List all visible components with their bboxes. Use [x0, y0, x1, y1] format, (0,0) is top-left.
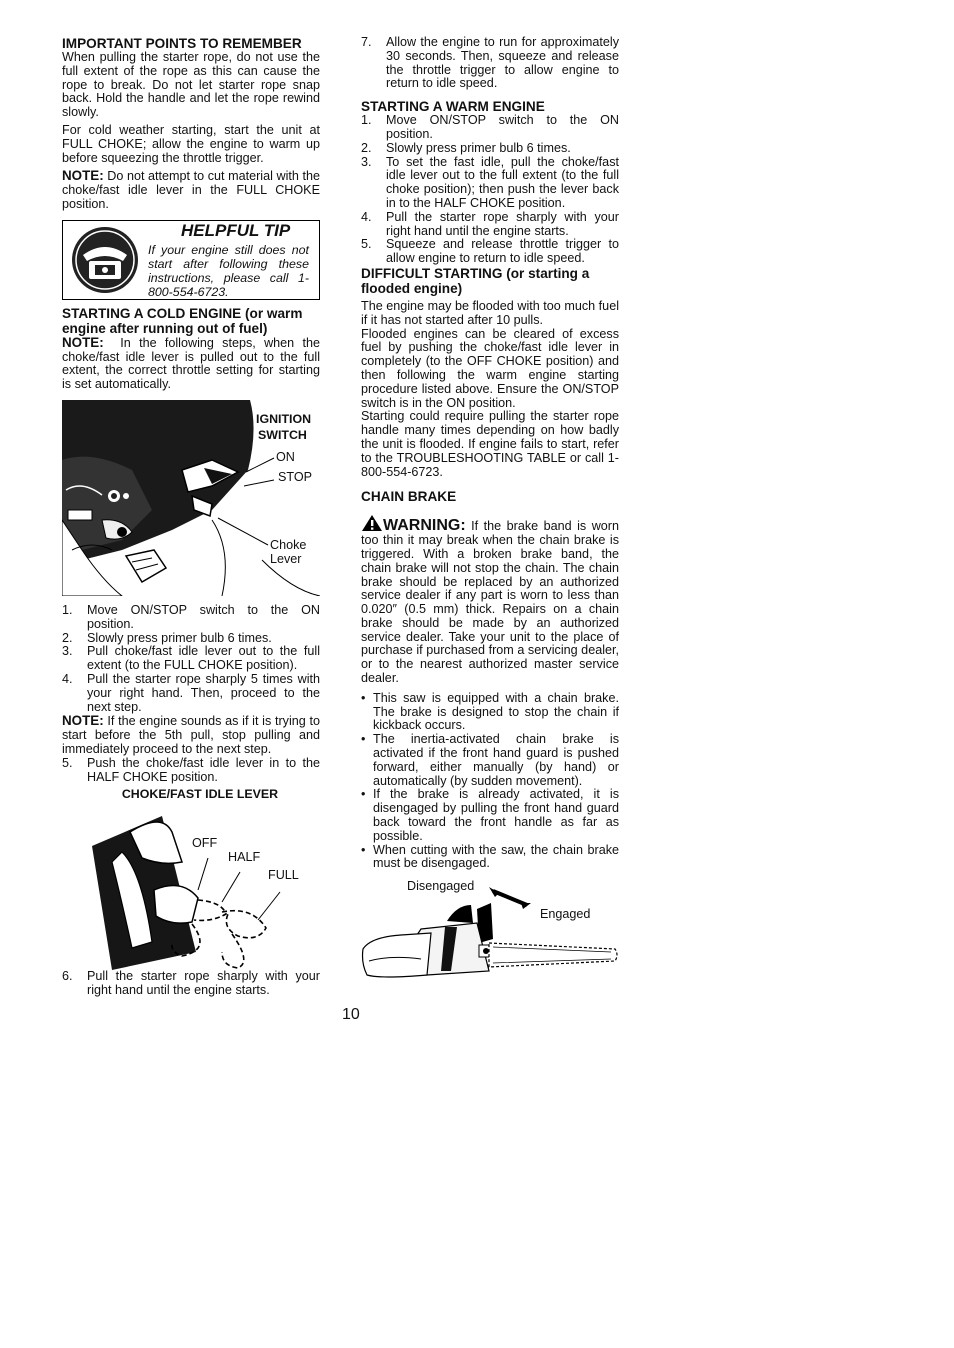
disengaged-label: Disengaged — [407, 879, 475, 894]
list-item: 2. Slowly press primer bulb 6 times. — [361, 140, 571, 155]
chain-brake-bullets — [361, 692, 619, 871]
list-item: 2. Slowly press primer bulb 6 times. — [62, 630, 272, 645]
paragraph-important-2: For cold weather starting, start the unit at FULL CHOKE; allow the engine to warm up before squeezing the throttle trigger. — [62, 122, 320, 165]
note-throttle — [62, 336, 320, 392]
lever-label: Lever — [270, 551, 302, 566]
list-item: 1. Move ON/STOP switch to the ON position. — [62, 602, 320, 631]
note-label: NOTE: — [62, 334, 104, 350]
warning-text: If the brake band is worn too thin it may break when the chain brake is triggered. With a broken brake band, the chain brake will not stop the chain. The chain brake should be replaced by an authorized service dealer if any part is worn to less than 0.020″ (0.5 mm) thick. Repairs on a chain brake should be made by an authorized service dealer. Take your unit to the place of purchase if purchased from a servicing dealer, or to the nearest authorized master service dealer. — [361, 519, 620, 686]
cold-start-step-6 — [62, 970, 320, 998]
cold-start-step-5 — [62, 757, 320, 785]
off-label: OFF — [192, 836, 218, 851]
list-item: • When cutting with the saw, the chain brake must be disengaged. — [361, 842, 619, 871]
switch-label: SWITCH — [258, 427, 307, 442]
list-item: 5. Squeeze and release throttle trigger to allow engine to return to idle speed. — [361, 237, 619, 266]
half-label: HALF — [228, 850, 261, 865]
paragraph-flooded-1: The engine may be flooded with too much fuel if it has not started after 10 pulls. — [361, 298, 619, 327]
cold-start-steps — [62, 604, 320, 714]
page-number: 10 — [342, 1006, 360, 1023]
note-throttle-text: In the following steps, when the choke/fast idle lever is pulled out to the full extent, the correct throttle setting for starting is set automatically. — [62, 335, 320, 392]
choke-figure-title: CHOKE/FAST IDLE LEVER — [121, 787, 279, 802]
list-item: 3. To set the fast idle, pull the choke/fast idle lever out to the full extent (to the full choke position); then push the lever back in to the HALF CHOKE position. — [361, 154, 619, 210]
stop-label: STOP — [278, 469, 313, 484]
note-cutting — [62, 169, 320, 211]
warm-start-steps — [361, 114, 619, 266]
list-item: 6. Pull the starter rope sharply with your right hand until the engine starts. — [62, 969, 320, 997]
note-fifth-pull-text: If the engine sounds as if it is trying to start before the 5th pull, stop pulling and immediately proceed to the next step. — [62, 714, 320, 756]
chain-brake-figure — [361, 879, 619, 999]
telephone-icon — [69, 225, 141, 295]
note-cutting-text: Do not attempt to cut material with the choke/fast idle lever in the FULL CHOKE position. — [62, 169, 320, 211]
choke-label: Choke — [270, 537, 307, 552]
list-item: • This saw is equipped with a chain brake. The brake is designed to stop the chain if kickback occurs. — [361, 690, 619, 733]
cold-start-step-7 — [361, 36, 619, 91]
list-item: 5. Push the choke/fast idle lever in to the HALF CHOKE position. — [62, 755, 320, 784]
paragraph-flooded-2: Flooded engines can be cleared of excess fuel by pushing the choke/fast idle lever in completely (to the OFF CHOKE position) and then following the warm engine starting procedure listed above. Ensure the ON/STOP switch is in the ON position. — [361, 326, 619, 410]
chainsaw-illustration — [361, 879, 619, 999]
list-item: 3. Pull choke/fast idle lever out to the full extent (to the FULL CHOKE position). — [62, 644, 320, 673]
list-item: 7. Allow the engine to run for approximately 30 seconds. Then, squeeze and release the throttle trigger to allow engine to return to idle speed. — [361, 35, 619, 91]
list-item: • The inertia-activated chain brake is activated if the front hand guard is pushed forward, either manually (by hand) or automatically (by sudden movement). — [361, 732, 619, 788]
tip-body: If your engine still does not start after following these instructions, please call 1-800-554-6723. — [148, 242, 309, 299]
note-label: NOTE: — [62, 713, 104, 729]
list-item: 4. Pull the starter rope sharply with your right hand until the engine starts. — [361, 209, 619, 238]
heading-important: IMPORTANT POINTS TO REMEMBER — [62, 36, 302, 51]
warning-triangle-icon — [361, 514, 383, 532]
paragraph-flooded-3: Starting could require pulling the starter rope handle many times depending on how badly the unit is flooded. If engine fails to start, refer to the TROUBLESHOOTING TABLE or call 1-800-554-6723. — [361, 409, 619, 479]
on-label: ON — [276, 449, 295, 464]
choke-lever-figure — [62, 802, 320, 970]
left-column — [62, 36, 320, 998]
list-item: • If the brake is already activated, it is disengaged by pulling the front hand guard back toward the front handle as far as possible. — [361, 787, 619, 843]
choke-lever-illustration — [62, 802, 320, 970]
engaged-label: Engaged — [540, 907, 591, 922]
full-label: FULL — [268, 868, 299, 883]
right-column — [361, 36, 619, 999]
ignition-switch-figure — [62, 400, 320, 596]
heading-difficult-starting: DIFFICULT STARTING (or starting a flooded engine) — [361, 265, 590, 296]
note-fifth-pull — [62, 714, 320, 756]
ignition-label: IGNITION — [256, 411, 312, 426]
heading-chain-brake: CHAIN BRAKE — [361, 489, 457, 505]
heading-cold-engine: STARTING A COLD ENGINE (or warm engine after running out of fuel) — [62, 305, 303, 336]
heading-warm-engine: STARTING A WARM ENGINE — [361, 99, 545, 115]
list-item: 1. Move ON/STOP switch to the ON position. — [361, 113, 619, 141]
note-label: NOTE: — [62, 168, 104, 184]
warning-label: WARNING: — [383, 517, 466, 535]
list-item: 4. Pull the starter rope sharply 5 times with your right hand. Then, proceed to the next step. — [62, 671, 320, 714]
paragraph-important-1: When pulling the starter rope, do not use the full extent of the rope as this can cause the rope to break. Do not let starter rope snap back. Hold the handle and let the rope rewind slowly. — [62, 50, 320, 120]
helpful-tip-box — [62, 220, 320, 300]
tip-title: HELPFUL TIP — [181, 220, 291, 240]
warning-paragraph — [361, 514, 619, 686]
